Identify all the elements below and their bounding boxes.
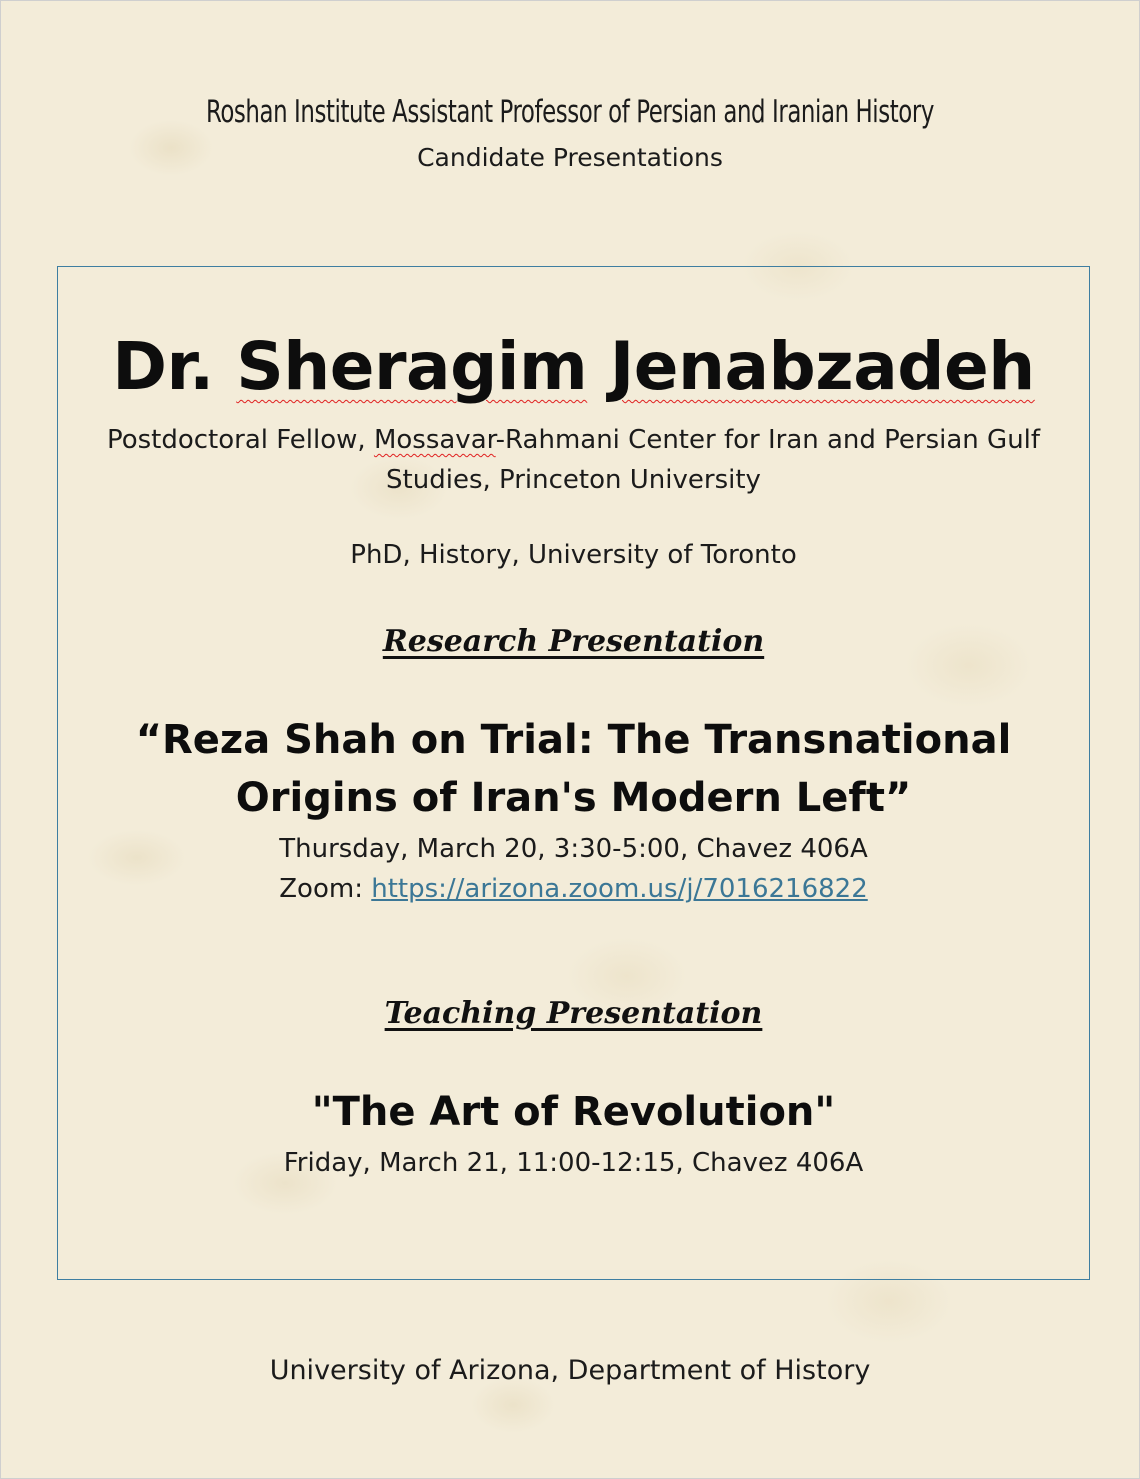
zoom-label: Zoom:	[279, 874, 363, 904]
last-name: Jenabzadeh	[609, 328, 1035, 405]
header-title: Roshan Institute Assistant Professor of Persian and Iranian History	[206, 94, 934, 130]
research-datetime: Thursday, March 20, 3:30-5:00, Chavez 406A	[279, 834, 868, 864]
candidate-name	[57, 328, 1090, 405]
teaching-title: "The Art of Revolution"	[311, 1089, 836, 1135]
teaching-heading: Teaching Presentation	[384, 996, 763, 1031]
research-section	[57, 624, 1090, 659]
affiliation-rest: -Rahmani Center for Iran and Persian Gulf Studies, Princeton University	[386, 425, 1041, 495]
research-details	[57, 829, 1090, 909]
research-heading: Research Presentation	[382, 624, 765, 659]
first-name: Sheragim	[236, 328, 588, 405]
footer-text: University of Arizona, Department of History	[269, 1355, 871, 1386]
header-subtitle: Candidate Presentations	[417, 143, 723, 172]
zoom-link[interactable]: https://arizona.zoom.us/j/7016216822	[371, 874, 868, 904]
affiliation-name: Mossavar	[373, 425, 496, 455]
teaching-section	[57, 996, 1090, 1031]
name-prefix: Dr.	[112, 328, 214, 405]
candidate-degree: PhD, History, University of Toronto	[350, 540, 797, 570]
affiliation-prefix: Postdoctoral Fellow,	[106, 425, 366, 455]
zoom-line	[57, 869, 1090, 909]
teaching-datetime: Friday, March 21, 11:00-12:15, Chavez 406A	[283, 1148, 864, 1178]
research-title: “Reza Shah on Trial: The Transnational Origins of Iran's Modern Left”	[135, 717, 1012, 821]
candidate-affiliation	[57, 420, 1090, 500]
